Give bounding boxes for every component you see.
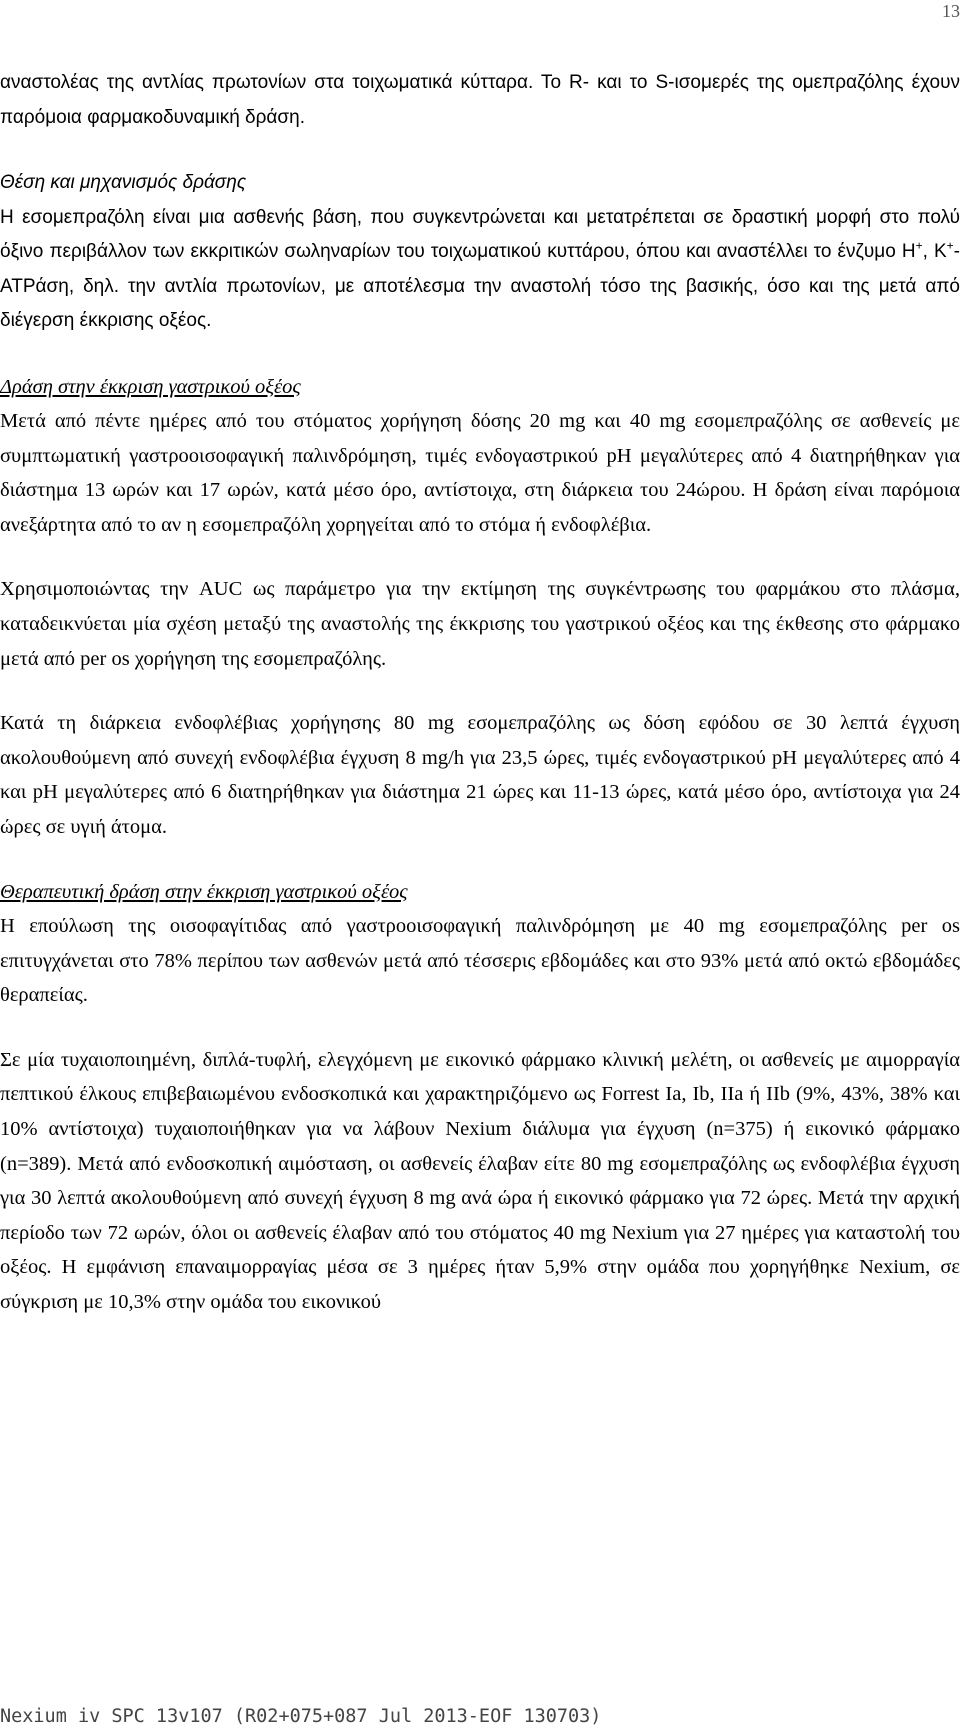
paragraph-therapeutic-1: Η επούλωση της οισοφαγίτιδας από γαστροοισοφαγική παλινδρόμηση με 40 mg εσομεπραζόλης per os επιτυγχάνεται στο 78% περίπου των ασθενών μετά από τέσσερις εβδομάδες και στο 93% μετά από οκτώ εβδομάδες θεραπείας. [0, 915, 960, 1007]
mechanism-text-a: Η εσομεπραζόλη είναι μια ασθενής βάση, που συγκεντρώνεται και μετατρέπεται σε δραστική μορφή στο πολύ όξινο περιβάλλον των εκκριτικών σωληναρίων του τοιχωματικού κυττάρου, όπου και αναστέλλει το ένζυμο Η [0, 206, 960, 262]
document-footer: Nexium iv SPC 13v107 (R02+075+087 Jul 2013-EOF 130703) [0, 1706, 602, 1727]
heading-mechanism: Θέση και μηχανισμός δράσης [0, 172, 247, 193]
paragraph-therapeutic-2: Σε μία τυχαιοποιημένη, διπλά-τυφλή, ελεγχόμενη με εικονικό φάρμακο κλινική μελέτη, οι ασθενείς με αιμορραγία πεπτικού έλκους επιβεβαιωμένου ενδοσκοπικά και χαρακτηριζόμενο ως Forrest Ia, Ib, IIa ή IIb (9%, 43%, 38% και 10% αντίστοιχα) τυχαιοποιήθηκαν για να λάβουν Nexium διάλυμα για έγχυση (n=375) ή εικονικό φάρμακο (n=389). Μετά από ενδοσκοπική αιμόσταση, οι ασθενείς έλαβαν είτε 80 mg εσομεπραζόλης ως ενδοφλέβια έγχυση για 30 λεπτά ακολουθούμενη από συνεχή έγχυση 8 mg ανά ώρα ή εικονικό φάρμακο για 72 ώρες. Μετά την αρχική περίοδο των 72 ωρών, όλοι οι ασθενείς έλαβαν από του στόματος 40 mg Nexium για 27 ημέρες για καταστολή του οξέος. Η εμφάνιση επαναιμορραγίας μέσα σε 3 ημέρες ήταν 5,9% στην ομάδα που χορηγήθηκε Nexium, σε σύγκριση με 10,3% στην ομάδα του εικονικού [0, 1048, 960, 1313]
paragraph-gastric-1: Μετά από πέντε ημέρες από του στόματος χορήγηση δόσης 20 mg και 40 mg εσομεπραζόλης σε ασθενείς με συμπτωματική γαστροοισοφαγική παλινδρόμηση, τιμές ενδογαστρικού pH μεγαλύτερες από 4 διατηρήθηκαν για διάστημα 13 ωρών και 17 ωρών, κατά μέσο όρο, αντίστοιχα, στη διάρκεια του 24ώρου. Η δράση είναι παρόμοια ανεξάρτητα από το αν η εσομεπραζόλη χορηγείται από το στόμα ή ενδοφλέβια. [0, 410, 960, 536]
mechanism-sup-1: + [915, 238, 923, 253]
heading-gastric-acid: Δράση στην έκκριση γαστρικού οξέος [0, 375, 301, 398]
paragraph-mechanism [0, 201, 960, 339]
mechanism-text-c: -ΑΤΡάση, δηλ. την αντλία πρωτονίων, με αποτέλεσμα την αναστολή τόσο της βασικής, όσο και της μετά από διέγερση έκκρισης οξέος. [0, 241, 960, 331]
mechanism-text-b: , Κ [922, 241, 947, 262]
page-number: 13 [942, 1, 960, 21]
document-body [0, 66, 960, 1320]
mechanism-sup-2: + [946, 238, 954, 253]
paragraph-gastric-2: Χρησιμοποιώντας την AUC ως παράμετρο για την εκτίμηση της συγκέντρωσης του φαρμάκου στο πλάσμα, καταδεικνύεται μία σχέση μεταξύ της αναστολής της έκκρισης του γαστρικού οξέος και της έκθεσης στο φάρμακο μετά από per os χορήγηση της εσομεπραζόλης. [0, 578, 960, 670]
paragraph-intro: αναστολέας της αντλίας πρωτονίων στα τοιχωματικά κύτταρα. Το R- και το S-ισομερές της ομεπραζόλης έχουν παρόμοια φαρμακοδυναμική δράση. [0, 72, 960, 128]
paragraph-gastric-3: Κατά τη διάρκεια ενδοφλέβιας χορήγησης 80 mg εσομεπραζόλης ως δόση εφόδου σε 30 λεπτά έγχυση ακολουθούμενη από συνεχή ενδοφλέβια έγχυση 8 mg/h για 23,5 ώρες, τιμές ενδογαστρικού pH μεγαλύτερες από 4 και pH μεγαλύτερες από 6 διατηρήθηκαν για διάστημα 21 ώρες και 11-13 ώρες, κατά μέσο όρο, αντίστοιχα για 24 ώρες σε υγιή άτομα. [0, 712, 960, 838]
heading-therapeutic: Θεραπευτική δράση στην έκκριση γαστρικού οξέος [0, 880, 408, 903]
